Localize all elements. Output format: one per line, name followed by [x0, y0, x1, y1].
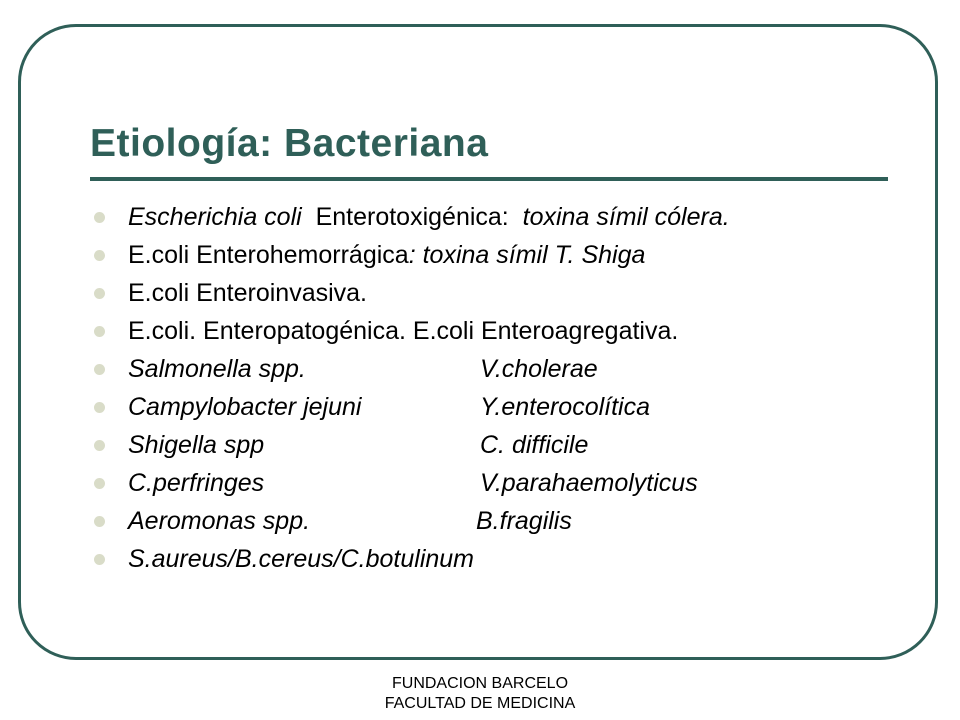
footer-line-faculty: FACULTAD DE MEDICINA — [384, 695, 576, 712]
bullet-icon — [94, 402, 105, 413]
bullet-text-type: Enterotoxigénica: — [301, 203, 523, 231]
bullet-text-right: B.fragilis — [476, 507, 572, 535]
bullet-text: S.aureus/B.cereus/C.botulinum — [128, 545, 475, 573]
bullet-text: E.coli. Enteropatogénica. E.coli Enteroagregativa. — [128, 317, 679, 345]
bullet-icon — [94, 554, 105, 565]
bullet-text-left: Aeromonas spp. — [128, 507, 311, 535]
bullet-icon — [94, 326, 105, 337]
bullet-text-toxin: : toxina símil T. Shiga — [408, 241, 646, 269]
bullet-text-left: C.perfringes — [128, 469, 265, 497]
footer-line-institution: FUNDACION BARCELO — [391, 675, 569, 692]
bullet-text: E.coli Enteroinvasiva. — [128, 279, 368, 307]
bullet-item-campylobacter — [92, 394, 892, 420]
bullet-text-toxin: toxina símil cólera. — [522, 203, 730, 231]
bullet-item-salmonella — [92, 356, 892, 382]
bullet-text-species: Escherichia coli — [128, 203, 302, 231]
bullet-text-right: C. difficile — [480, 431, 589, 459]
slide-title: Etiología: Bacteriana — [90, 122, 489, 165]
bullet-item-aeromonas — [92, 508, 892, 534]
bullet-item-saureus — [92, 546, 892, 572]
bullet-icon — [94, 364, 105, 375]
bullet-item-perfringes — [92, 470, 892, 496]
bullet-icon — [94, 250, 105, 261]
title-underline — [90, 177, 888, 181]
bullet-text-right: V.parahaemolyticus — [480, 469, 698, 497]
bullet-text-right: Y.enterocolítica — [480, 393, 651, 421]
bullet-text-right: V.cholerae — [480, 355, 598, 383]
bullet-item-ecoli-enteroinvasiva — [92, 280, 892, 306]
bullet-item-ecoli-enteropatogenica — [92, 318, 892, 344]
bullet-icon — [94, 212, 105, 223]
bullet-list — [92, 204, 892, 584]
bullet-icon — [94, 288, 105, 299]
bullet-item-ecoli-enterotoxigenica — [92, 204, 808, 230]
bullet-item-shigella — [92, 432, 892, 458]
bullet-text-left: Salmonella spp. — [128, 355, 306, 383]
footer — [0, 674, 960, 714]
bullet-item-ecoli-enterohemorragica — [92, 242, 892, 268]
bullet-text-name: E.coli Enterohemorrágica — [128, 241, 409, 269]
bullet-text-left: Campylobacter jejuni — [128, 393, 362, 421]
bullet-icon — [94, 478, 105, 489]
bullet-icon — [94, 440, 105, 451]
bullet-text-left: Shigella spp — [128, 431, 265, 459]
bullet-icon — [94, 516, 105, 527]
